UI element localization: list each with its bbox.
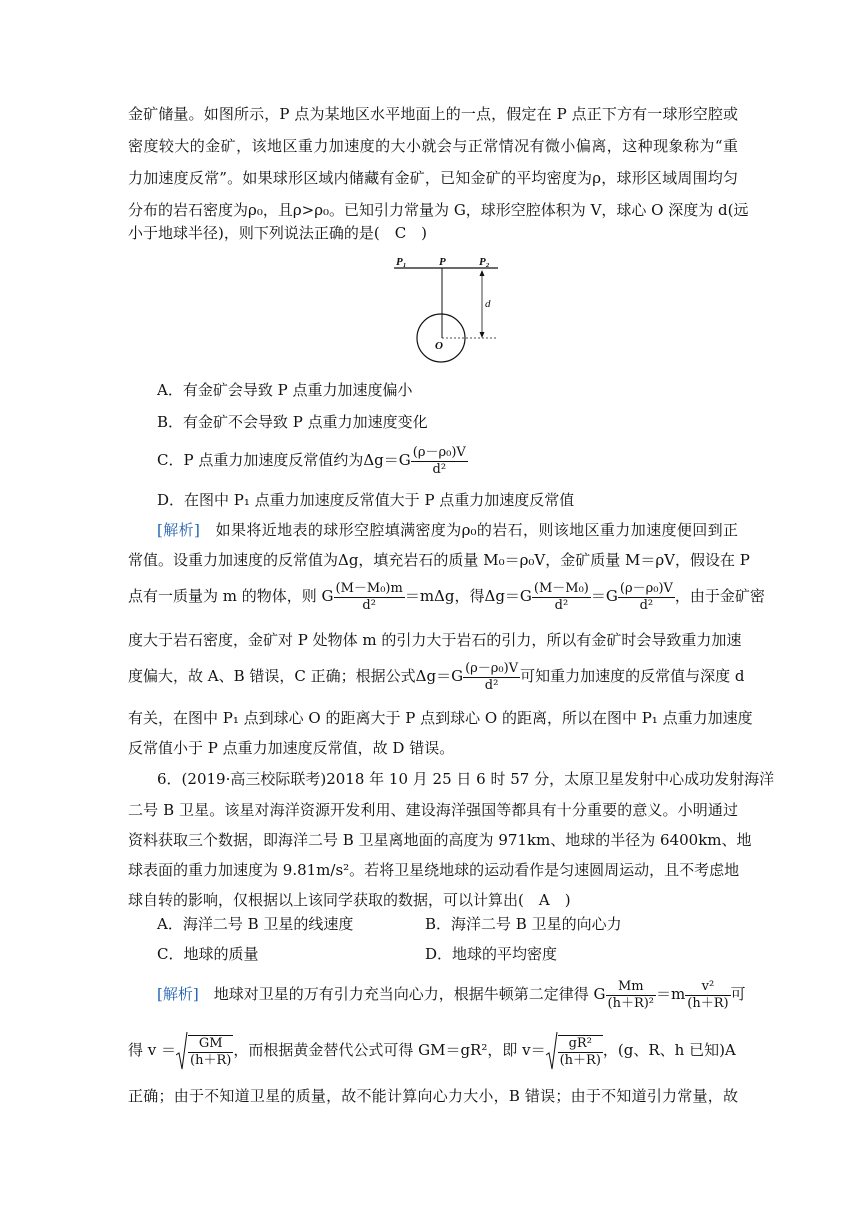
q5-option-d: D．在图中 P₁ 点重力加速度反常值大于 P 点重力加速度反常值 [157,491,575,509]
q6-analysis-line-1: [解析] 地球对卫星的万有引力充当向心力，根据牛顿第二定律得 G $\frac{Mm}{\text{(h＋R)²}}$ ＝m $\frac{\text{v²}}{(h+R)}$ 可 [157,978,746,1011]
q5-stem-line-5: 小于地球半径)，则下列说法正确的是( C ) [128,224,428,242]
q5-stem-line-4: 分布的岩石密度为ρ₀，且ρ>ρ₀。已知引力常量为 G，球形空腔体积为 V，球心 O 深度为 d(远 [128,201,749,219]
q6-stem-line-5: 球自转的影响，仅根据以上该同学获取的数据，可以计算出( A ) [128,891,571,909]
label-d: d [485,298,491,310]
sphere-circle [417,314,465,362]
q6-option-a: A．海洋二号 B 卫星的线速度 [157,915,354,933]
analysis-tag: [解析] [157,521,200,539]
q6-stem-line-3: 资料获取三个数据，即海洋二号 B 卫星离地面的高度为 971km、地球的半径为 6400km、地 [128,831,752,849]
q6-stem-line-1: 6．(2019·高三校际联考)2018 年 10 月 25 日 6 时 57 分，太原卫星发射中心成功发射海洋 [157,770,775,788]
q5-analysis-line-3: 点有一质量为 m 的物体，则 G $\frac{\text{(M－M₀)m}}{\text{d²}}$ ＝mΔg，得Δg＝G $\frac{\text{(M－M₀)}}{\text{d²}}$ ＝G $\frac{\text{(ρ－ρ₀)V}}{\text{d²}}$ ，由于金矿密 [128,580,765,613]
label-o: O [435,340,443,352]
q6-option-c: C．地球的质量 [157,945,259,963]
label-p1: P₁ [396,256,407,268]
q5-option-c: C．P 点重力加速度反常值约为Δg＝G $\frac{\text{(ρ－ρ₀)V}}{\text{d²}}$ [157,444,466,477]
sphere-diagram [390,254,510,372]
q6-stem-line-2: 二号 B 卫星。该星对海洋资源开发利用、建设海洋强国等都具有十分重要的意义。小明通过 [128,801,738,819]
q6-analysis-line-3: 正确；由于不知道卫星的质量，故不能计算向心力大小，B 错误；由于不知道引力常量，故 [128,1087,738,1105]
q5-analysis-line-5: 度偏大，故 A、B 错误，C 正确；根据公式Δg＝G $\frac{\text{(ρ－ρ₀)V}}{\text{d²}}$ 可知重力加速度的反常值与深度 d [128,660,745,693]
analysis-tag: [解析] [157,985,199,1003]
q5-stem-line-3: 力加速度反常”。如果球形区域内储藏有金矿，已知金矿的平均密度为ρ，球形区域周围均匀 [128,169,738,187]
q6-stem-line-4: 球表面的重力加速度为 9.81m/s²。若将卫星绕地球的运动看作是匀速圆周运动，且不考虑地 [128,861,740,879]
label-p2: P₂ [479,256,490,268]
q5-analysis-line-6: 有关，在图中 P₁ 点到球心 O 的距离大于 P 点到球心 O 的距离，所以在图中 P₁ 点重力加速度 [128,709,753,727]
q6-option-b: B．海洋二号 B 卫星的向心力 [425,915,622,933]
label-p: P [439,256,446,268]
q5-stem-line-1: 金矿储量。如图所示，P 点为某地区水平地面上的一点，假定在 P 点正下方有一球形空腔或 [128,105,738,123]
q6-analysis-line-2: 得 v ＝ $\frac{GM}{(h+R)}$ ，而根据黄金替代公式可得 GM＝gR²，即 v＝ $\frac{\text{gR²}}{(h+R)}$ ，(g、R、h 已知)A [128,1030,738,1071]
q5-analysis-line-4: 度大于岩石密度，金矿对 P 处物体 m 的引力大于岩石的引力，所以有金矿时会导致重力加速 [128,631,742,649]
q5-analysis-line-7: 反常值小于 P 点重力加速度反常值，故 D 错误。 [128,739,455,757]
q5-option-a: A．有金矿会导致 P 点重力加速度偏小 [157,381,413,399]
q5-analysis-line-2: 常值。设重力加速度的反常值为Δg，填充岩石的质量 M₀＝ρ₀V，金矿质量 M＝ρV，假设在 P [128,551,750,569]
q5-analysis-line-1: [解析] 如果将近地表的球形空腔填满密度为ρ₀的岩石，则该地区重力加速度便回到正 [157,521,738,539]
q6-option-d: D．地球的平均密度 [425,945,558,963]
q5-stem-line-2: 密度较大的金矿，该地区重力加速度的大小就会与正常情况有微小偏离，这种现象称为“重 [128,137,738,155]
q5-option-b: B．有金矿不会导致 P 点重力加速度变化 [157,413,428,431]
